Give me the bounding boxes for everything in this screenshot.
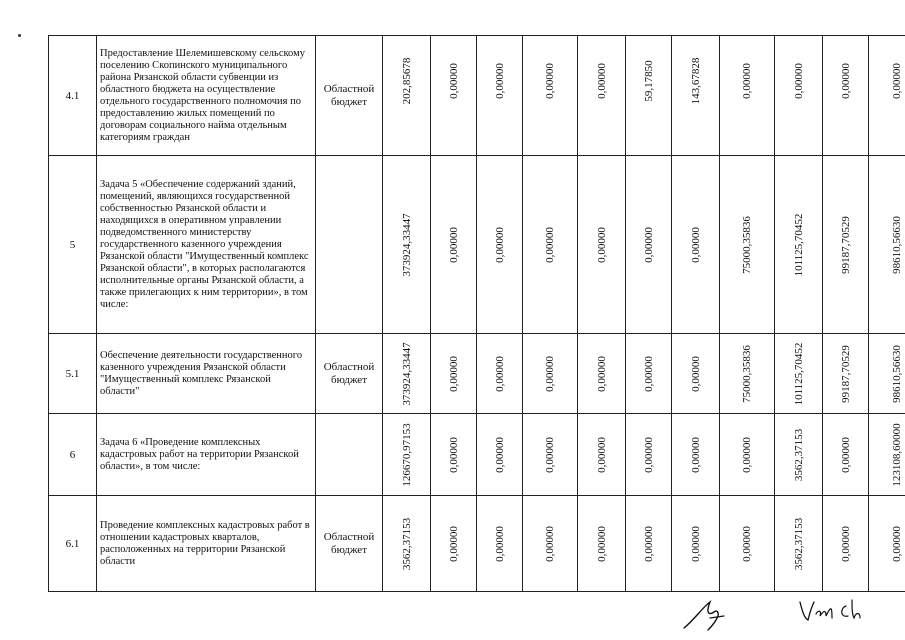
value-cell: 0,00000	[431, 334, 477, 414]
value-cell: 0,00000	[578, 36, 626, 156]
table-row	[49, 36, 905, 156]
value-cell: 0,00000	[523, 334, 578, 414]
value-cell: 0,00000	[578, 334, 626, 414]
value-cell: 0,00000	[523, 496, 578, 592]
scan-mark	[18, 34, 21, 37]
value-cell: 0,00000	[431, 414, 477, 496]
value-cell: 98610,56630	[869, 156, 905, 334]
value-cell: 373924,33447	[383, 156, 431, 334]
row-name: Задача 5 «Обеспечение содержаний зданий, помещений, являющихся государственной собственностью Рязанской области и находящихся в оперативном управлении подведомственного министерству государственного казенного учреждения Рязанской области "Имущественный комплекс Рязанской области", в которых располагаются исполнительные органы Рязанской области, а также прилегающих к ним территории», в том числе:	[97, 156, 316, 334]
value-cell: 0,00000	[578, 156, 626, 334]
row-number: 6	[49, 414, 97, 496]
table-row	[49, 496, 905, 592]
budget-table	[48, 35, 905, 592]
table-row	[49, 156, 905, 334]
value-cell: 3562,37153	[775, 414, 823, 496]
value-cell: 0,00000	[626, 496, 672, 592]
value-cell: 0,00000	[578, 414, 626, 496]
value-cell: 99187,70529	[823, 156, 869, 334]
value-cell: 0,00000	[823, 496, 869, 592]
value-cell: 143,67828	[672, 36, 720, 156]
value-cell: 0,00000	[523, 36, 578, 156]
value-cell: 0,00000	[431, 496, 477, 592]
funding-source: Областной бюджет	[316, 36, 383, 156]
value-cell: 98610,56630	[869, 334, 905, 414]
funding-source: Областной бюджет	[316, 334, 383, 414]
value-cell: 202,85678	[383, 36, 431, 156]
row-name: Задача 6 «Проведение комплексных кадастровых работ на территории Рязанской области», в том числе:	[97, 414, 316, 496]
row-number: 5.1	[49, 334, 97, 414]
value-cell: 0,00000	[477, 496, 523, 592]
signature-right	[796, 596, 870, 626]
value-cell: 0,00000	[672, 496, 720, 592]
value-cell: 126670,97153	[383, 414, 431, 496]
value-cell: 0,00000	[578, 496, 626, 592]
value-cell: 0,00000	[720, 36, 775, 156]
value-cell: 123108,60000	[869, 414, 905, 496]
row-number: 4.1	[49, 36, 97, 156]
value-cell: 101125,70452	[775, 334, 823, 414]
value-cell: 101125,70452	[775, 156, 823, 334]
value-cell: 0,00000	[672, 414, 720, 496]
value-cell: 0,00000	[477, 36, 523, 156]
value-cell: 0,00000	[626, 334, 672, 414]
row-name: Предоставление Шелемишевскому сельскому поселению Скопинского муниципального района Рязанской области субвенции из областного бюджета на осуществление отдельного государственного полномочия по предоставлению жилых помещений по договорам социального найма отдельным категориям граждан	[97, 36, 316, 156]
value-cell: 0,00000	[869, 36, 905, 156]
value-cell: 0,00000	[672, 156, 720, 334]
row-number: 6.1	[49, 496, 97, 592]
value-cell: 0,00000	[477, 334, 523, 414]
funding-source	[316, 156, 383, 334]
value-cell: 3562,37153	[775, 496, 823, 592]
funding-source	[316, 414, 383, 496]
value-cell: 99187,70529	[823, 334, 869, 414]
row-name: Проведение комплексных кадастровых работ в отношении кадастровых кварталов, расположенных на территории Рязанской области	[97, 496, 316, 592]
value-cell: 373924,33447	[383, 334, 431, 414]
row-number: 5	[49, 156, 97, 334]
value-cell: 0,00000	[626, 414, 672, 496]
value-cell: 59,17850	[626, 36, 672, 156]
value-cell: 0,00000	[823, 36, 869, 156]
value-cell: 0,00000	[477, 414, 523, 496]
table-row	[49, 414, 905, 496]
value-cell: 0,00000	[869, 496, 905, 592]
value-cell: 0,00000	[672, 334, 720, 414]
value-cell: 0,00000	[431, 156, 477, 334]
value-cell: 0,00000	[823, 414, 869, 496]
value-cell: 0,00000	[720, 414, 775, 496]
row-name: Обеспечение деятельности государственного казенного учреждения Рязанской области "Имущественный комплекс Рязанской области"	[97, 334, 316, 414]
value-cell: 0,00000	[523, 414, 578, 496]
value-cell: 75000,35836	[720, 156, 775, 334]
value-cell: 0,00000	[775, 36, 823, 156]
funding-source: Областной бюджет	[316, 496, 383, 592]
table-row	[49, 334, 905, 414]
value-cell: 0,00000	[626, 156, 672, 334]
value-cell: 0,00000	[523, 156, 578, 334]
value-cell: 3562,37153	[383, 496, 431, 592]
signature-left	[680, 598, 740, 632]
value-cell: 0,00000	[431, 36, 477, 156]
value-cell: 75000,35836	[720, 334, 775, 414]
value-cell: 0,00000	[720, 496, 775, 592]
value-cell: 0,00000	[477, 156, 523, 334]
